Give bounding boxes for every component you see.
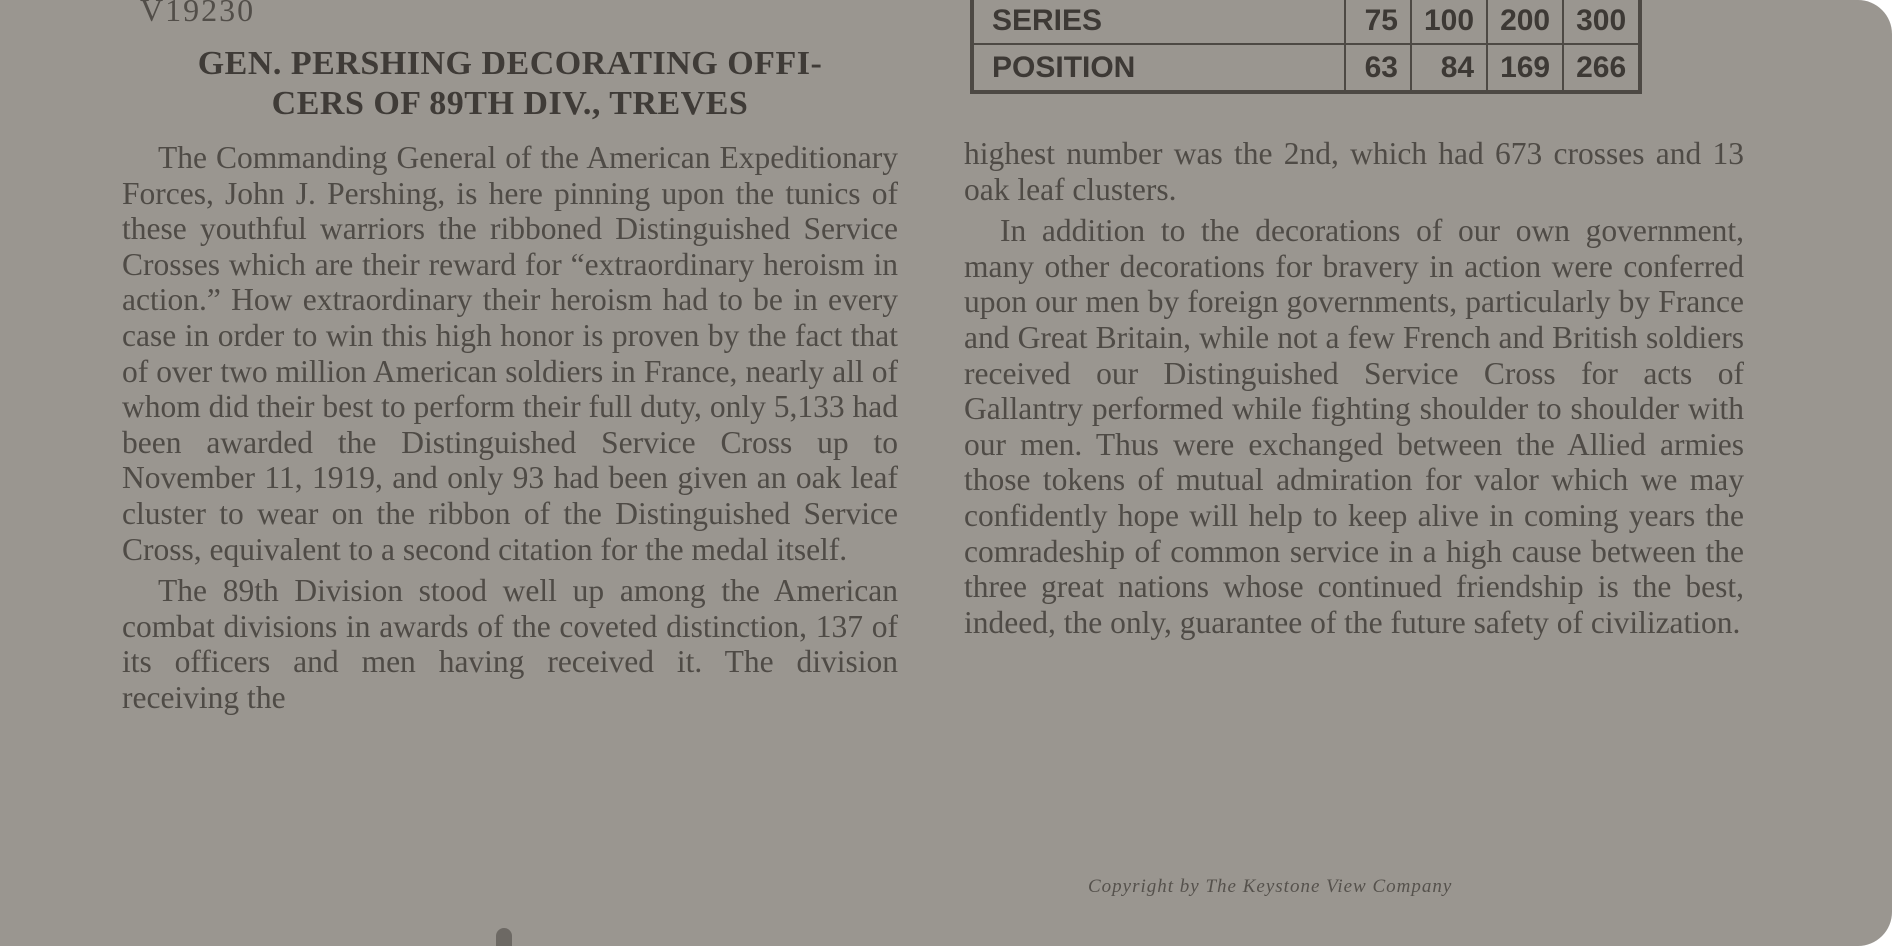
card-id: V19230 — [140, 0, 256, 28]
series-value: 100 — [1411, 0, 1487, 44]
position-value: 84 — [1411, 44, 1487, 92]
card-title-line-2: CERS OF 89TH DIV., TREVES — [271, 85, 749, 122]
left-text-column — [122, 140, 898, 716]
card-title — [110, 44, 910, 124]
position-value: 63 — [1345, 44, 1411, 92]
position-value: 169 — [1487, 44, 1563, 92]
copyright-notice: Copyright by The Keystone View Company — [1088, 876, 1453, 897]
position-label: POSITION — [992, 51, 1136, 84]
series-row — [972, 0, 1640, 44]
position-value: 266 — [1563, 44, 1640, 92]
series-value: 75 — [1345, 0, 1411, 44]
body-paragraph: In addition to the decorations of our own government, many other decorations for bravery in action were conferred upon our men by foreign governments, particularly by France and Great Britain, while not a few French and British soldiers received our Distinguished Service Cross for acts of Gallantry performed while fighting shoulder to shoulder with our men. Thus were exchanged between the Allied armies those tokens of mutual admiration for valor which we may confidently hope will help to keep alive in coming years the comradeship of common service in a high cause between the three great nations whose continued friendship is the best, indeed, the only, guarantee of the future safety of civilization. — [964, 213, 1744, 640]
series-value: 300 — [1563, 0, 1640, 44]
body-paragraph: The 89th Division stood well up among the American combat divisions in awards of the coveted distinction, 137 of its officers and men having received it. The division receiving the — [122, 573, 898, 715]
series-value: 200 — [1487, 0, 1563, 44]
series-label: SERIES — [972, 0, 1345, 44]
body-paragraph: The Commanding General of the American Expeditionary Forces, John J. Pershing, is here pinning upon the tunics of these youthful warriors the ribboned Distinguished Service Crosses which are their reward for “extraordinary heroism in action.” How extraordinary their heroism had to be in every case in order to win this high honor is proven by the fact that of over two million American soldiers in France, nearly all of whom did their best to perform their full duty, only 5,133 had been awarded the Distinguished Service Cross up to November 11, 1919, and only 93 had been given an oak leaf cluster to wear on the ribbon of the Distinguished Service Cross, equivalent to a second citation for the medal itself. — [122, 140, 898, 567]
position-row — [972, 44, 1640, 92]
card-title-line-1: GEN. PERSHING DECORATING OFFI- — [197, 45, 823, 82]
body-paragraph-continued: highest number was the 2nd, which had 673 crosses and 13 oak leaf clusters. — [964, 136, 1744, 207]
series-position-table — [970, 0, 1642, 94]
right-text-column — [964, 136, 1744, 640]
card-edge-notch — [496, 928, 512, 946]
